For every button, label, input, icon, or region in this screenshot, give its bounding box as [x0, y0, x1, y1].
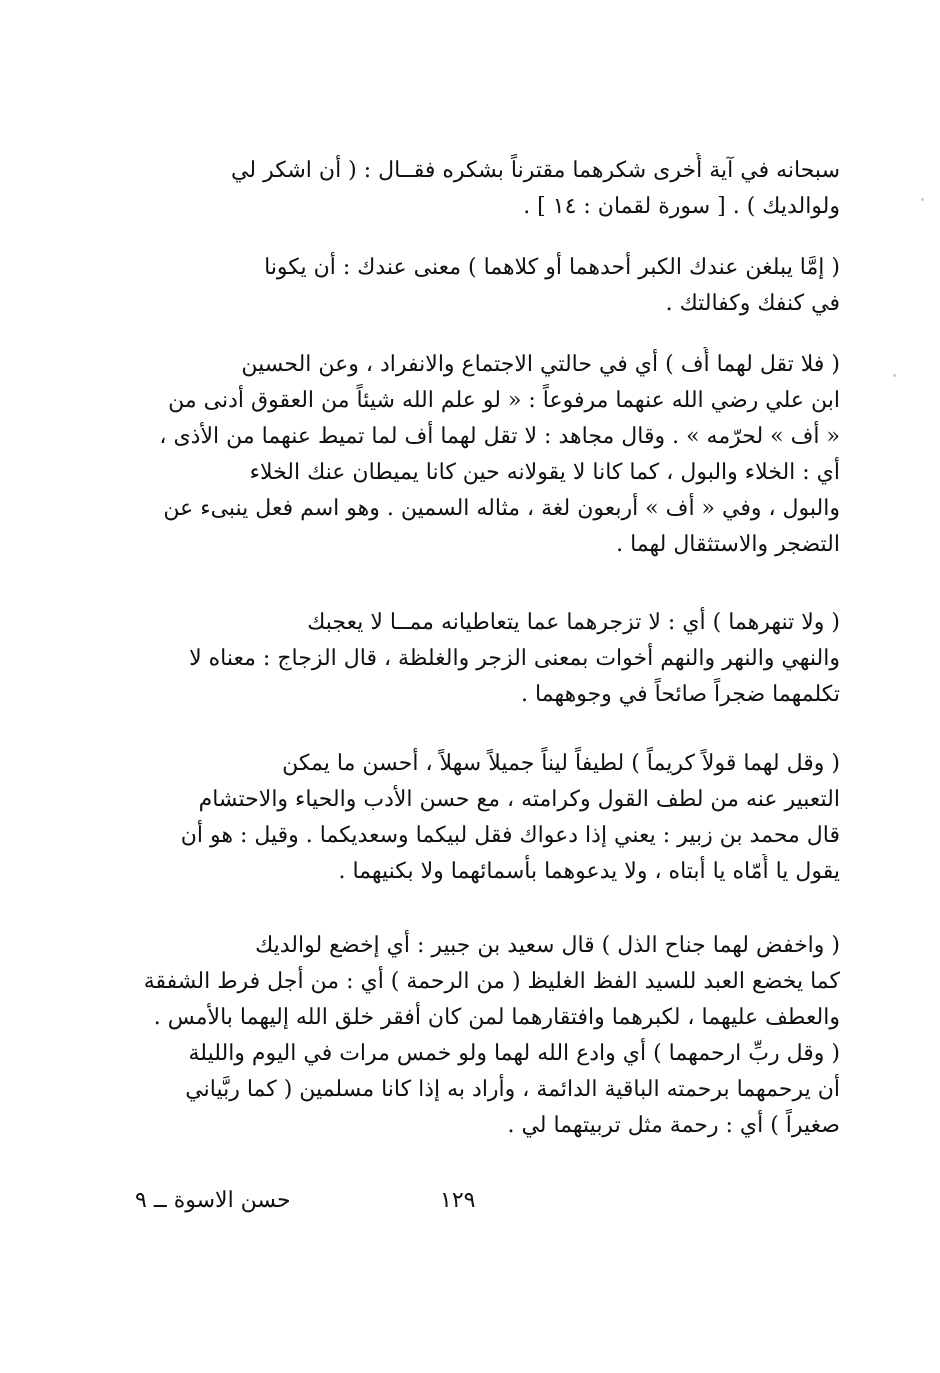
text-line: ابن علي رضي الله عنهما مرفوعاً : « لو علم الله شيئاً من العقوق أدنى من: [168, 388, 840, 413]
text-line: ( فلا تقل لهما أُف ) أي في حالتي الاجتماع والانفراد ، وعن الحسين: [241, 352, 840, 377]
text-line: ( ولا تنهرهما ) أي : لا تزجرهما عما يتعاطيانه ممــا لا يعجبك: [307, 610, 840, 635]
text-line: والبول ، وفي « أف » أربعون لغة ، مثاله السمين . وهو اسم فعل ينبىء عن: [163, 496, 840, 521]
text-line: « أف » لحرّمه » . وقال مجاهد : لا تقل لهما أف لما تميط عنهما من الأذى ،: [159, 424, 840, 449]
paragraph-6: [118, 928, 840, 1144]
text-line: والعطف عليهما ، لكبرهما وافتقارهما لمن كان أفقر خلق الله إليهما بالأمس .: [153, 1005, 840, 1030]
page-number: ١٢٩: [440, 1188, 476, 1213]
text-line: أي : الخلاء والبول ، كما كانا لا يقولانه حين كانا يميطان عنك الخلاء: [249, 460, 840, 485]
text-line: كما يخضع العبد للسيد الفظ الغليظ ( من الرحمة ) أي : من أجل فرط الشفقة: [143, 969, 840, 994]
paragraph-1: [118, 153, 840, 225]
text-line: ( وقل ربِّ ارحمهما ) أي وادع الله لهما ولو خمس مرات في اليوم والليلة: [188, 1041, 840, 1066]
text-line: يقول يا أُمّاه يا أبتاه ، ولا يدعوهما بأسمائهما ولا بكنيهما .: [338, 859, 840, 884]
paragraph-3: [118, 347, 840, 563]
text-line: والنهي والنهر والنهم أخوات بمعنى الزجر والغلظة ، قال الزجاج : معناه لا: [189, 646, 840, 671]
paragraph-4: [118, 605, 840, 713]
text-line: التعبير عنه من لطف القول وكرامته ، مع حسن الأدب والحياء والاحتشام: [198, 787, 840, 812]
paragraph-2: [118, 250, 840, 322]
text-line: ولوالديك ) . [ سورة لقمان : ١٤ ] .: [523, 194, 840, 219]
text-line: في كنفك وكفالتك .: [665, 291, 840, 316]
book-title-footer: حسن الاسوة ــ ٩: [135, 1188, 291, 1213]
scan-mark: [921, 198, 924, 201]
text-line: تكلمهما ضجراً صائحاً في وجوههما .: [521, 682, 840, 707]
text-line: سبحانه في آية أُخرى شكرهما مقترناً بشكره فقــال : ( أن اشكر لي: [231, 158, 840, 183]
text-line: أن يرحمهما برحمته الباقية الدائمة ، وأراد به إذا كانا مسلمين ( كما ربَّياني: [185, 1077, 840, 1102]
text-line: قال محمد بن زبير : يعني إذا دعواك فقل لبيكما وسعديكما . وقيل : هو أن: [180, 823, 840, 848]
text-line: التضجر والاستثقال لهما .: [616, 532, 840, 557]
text-line: ( واخفض لهما جناح الذل ) قال سعيد بن جبير : أي إخضع لوالديك: [255, 933, 840, 958]
text-line: ( إمَّا يبلغن عندك الكبر أحدهما أو كلاهما ) معنى عندك : أن يكونا: [264, 255, 840, 280]
scan-mark: [893, 374, 896, 377]
paragraph-5: [118, 746, 840, 890]
text-line: ( وقل لهما قولاً كريماً ) لطيفاً ليناً جميلاً سهلاً ، أحسن ما يمكن: [282, 751, 840, 776]
text-line: صغيراً ) أي : رحمة مثل تربيتهما لي .: [507, 1113, 840, 1138]
